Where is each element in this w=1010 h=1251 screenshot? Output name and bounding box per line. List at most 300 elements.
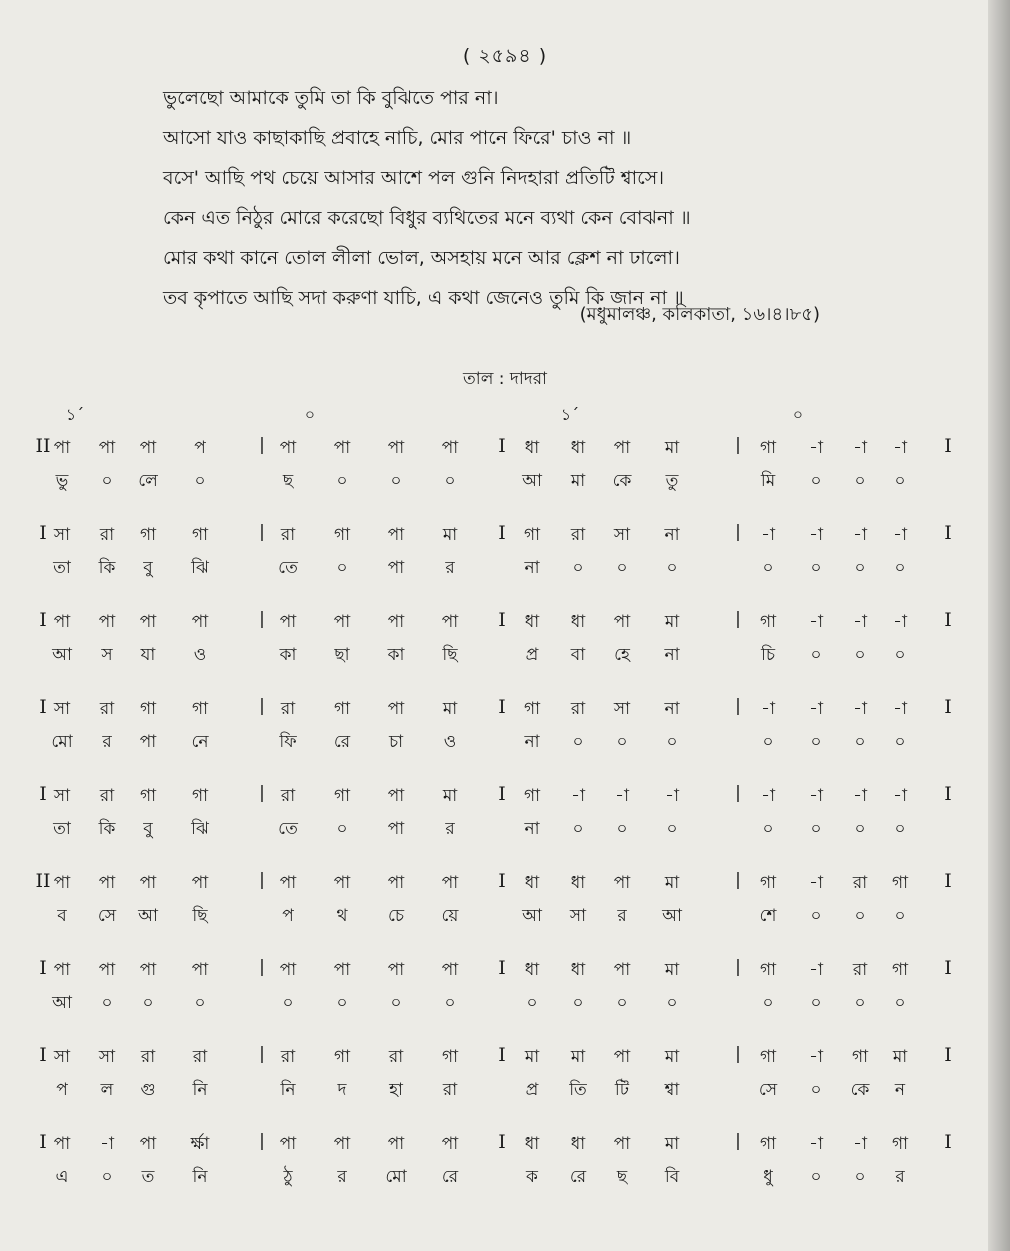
swara-note: গা [523, 786, 541, 806]
lyric-line: বসে' আছি পথ চেয়ে আসার আশে পল গুনি নিদহারা প্রতিটি শ্বাসে। [163, 167, 665, 189]
lyric-line: কেন এত নিঠুর মোরে করেছো বিধুর ব্যথিতের মনে ব্যথা কেন বোঝনা ॥ [163, 207, 691, 229]
lyric-syllable: ০ [810, 471, 822, 491]
swara-note: মা [664, 873, 680, 893]
lyric-syllable: না [524, 732, 540, 752]
lyric-syllable: ০ [444, 471, 456, 491]
lyric-syllable: র [445, 558, 455, 578]
swara-note: পা [613, 612, 631, 632]
lyric-syllable: ০ [894, 819, 906, 839]
lyric-syllable: ০ [142, 993, 154, 1013]
lyric-syllable: প [282, 906, 294, 926]
swara-note: -া [893, 786, 907, 806]
bar-line: I [498, 783, 506, 805]
lyric-syllable-line [0, 1164, 1010, 1198]
lyric-syllable: বা [570, 645, 586, 665]
lyric-syllable: চে [387, 906, 405, 926]
lyric-syllable: ০ [572, 558, 584, 578]
swara-note: ধা [524, 1134, 540, 1154]
swara-note: -া [853, 699, 867, 719]
swara-note: পা [387, 786, 405, 806]
swara-note: গা [333, 699, 351, 719]
bar-line: | [735, 783, 741, 803]
swara-note: -া [809, 873, 823, 893]
lyric-syllable: র [337, 1167, 347, 1187]
bar-line: | [259, 1131, 265, 1151]
swara-note: ধা [570, 612, 586, 632]
notation-table [0, 435, 1010, 1218]
notation-row [0, 435, 1010, 522]
lyric-syllable: থ [336, 906, 348, 926]
swara-note: -া [809, 525, 823, 545]
bar-line: | [259, 783, 265, 803]
lyric-syllable: ০ [894, 732, 906, 752]
lyric-syllable: ঝি [191, 558, 209, 578]
swara-note: ধা [524, 612, 540, 632]
bar-line: I [498, 957, 506, 979]
bar-line: | [735, 696, 741, 716]
lyric-syllable-line [0, 903, 1010, 937]
swara-note: রা [570, 699, 586, 719]
bar-line: | [735, 609, 741, 629]
lyric-syllable: যা [140, 645, 156, 665]
swara-note: গা [333, 786, 351, 806]
bar-line: | [259, 957, 265, 977]
swara-note: রা [280, 699, 296, 719]
beat-mark: ০ [304, 405, 316, 424]
lyric-syllable: ০ [894, 471, 906, 491]
bar-line: | [735, 435, 741, 455]
swara-note: -া [893, 612, 907, 632]
lyric-syllable: রে [441, 1167, 459, 1187]
swara-note: গা [891, 1134, 909, 1154]
swara-note: -া [761, 786, 775, 806]
swara-note: পা [191, 873, 209, 893]
lyric-syllable: নি [192, 1080, 208, 1100]
bar-line: I [498, 870, 506, 892]
lyric-syllable: ০ [854, 993, 866, 1013]
swara-note: সা [98, 1047, 116, 1067]
lyric-syllable: ল [100, 1080, 114, 1100]
lyric-syllable: ০ [854, 1167, 866, 1187]
lyric-syllable: আ [522, 906, 542, 926]
lyric-syllable: টি [614, 1080, 630, 1100]
bar-line: | [259, 870, 265, 890]
lyric-syllable: র [102, 732, 112, 752]
swara-note: ধা [570, 873, 586, 893]
lyric-syllable: ০ [101, 471, 113, 491]
swara-note: রা [99, 699, 115, 719]
lyric-syllable: তে [278, 558, 298, 578]
notation-row [0, 1131, 1010, 1218]
bar-line: | [259, 1044, 265, 1064]
swara-note: পা [613, 1134, 631, 1154]
notation-row [0, 609, 1010, 696]
attribution: (মধুমালঞ্চ, কলিকাতা, ১৬।৪।৮৫) [579, 304, 820, 325]
swara-note: পা [279, 873, 297, 893]
beat-mark: ১´ [560, 405, 580, 424]
swara-note: -া [853, 612, 867, 632]
swara-note: গা [759, 438, 777, 458]
lyric-syllable: ০ [894, 993, 906, 1013]
lyric-syllable: ভু [55, 471, 69, 491]
swara-note: পা [613, 960, 631, 980]
lyric-syllable: ০ [894, 645, 906, 665]
swara-note: পা [613, 1047, 631, 1067]
bar-line: | [735, 957, 741, 977]
swara-note: গা [139, 786, 157, 806]
lyric-syllable: ০ [854, 471, 866, 491]
swara-note: রা [852, 960, 868, 980]
swara-line [0, 870, 1010, 904]
swara-note: রা [280, 525, 296, 545]
swara-note: -া [893, 438, 907, 458]
swara-note: মা [442, 786, 458, 806]
lyric-syllable: ০ [854, 819, 866, 839]
swara-note: -া [809, 699, 823, 719]
swara-note: পা [613, 438, 631, 458]
bar-line: | [735, 1131, 741, 1151]
swara-note: পা [53, 612, 71, 632]
lyric-syllable: লে [138, 471, 158, 491]
swara-note: গা [523, 699, 541, 719]
bar-line-start: I [39, 522, 47, 544]
bar-line-start: I [39, 696, 47, 718]
bar-line: I [944, 696, 952, 718]
lyric-syllable: ০ [854, 906, 866, 926]
lyric-syllable: ০ [572, 819, 584, 839]
lyric-syllable: দ [337, 1080, 347, 1100]
swara-note: প [194, 438, 206, 458]
swara-note: পা [333, 960, 351, 980]
bar-line: I [498, 696, 506, 718]
swara-note: মা [664, 1047, 680, 1067]
swara-note: রা [852, 873, 868, 893]
swara-note: মা [524, 1047, 540, 1067]
swara-note: মা [442, 699, 458, 719]
lyric-syllable: ০ [810, 819, 822, 839]
bar-line: I [498, 435, 506, 457]
swara-note: -া [853, 525, 867, 545]
lyric-syllable: ০ [572, 993, 584, 1013]
swara-note: পা [53, 1134, 71, 1154]
bar-line: | [259, 435, 265, 455]
notation-row [0, 522, 1010, 609]
lyric-syllable: ০ [894, 906, 906, 926]
lyric-syllable: ছা [334, 645, 350, 665]
lyric-syllable: ০ [762, 993, 774, 1013]
lyric-syllable: আ [522, 471, 542, 491]
lyric-line: আসো যাও কাছাকাছি প্রবাহে নাচি, মোর পানে ফিরে' চাও না ॥ [163, 127, 632, 149]
lyric-syllable: ০ [616, 993, 628, 1013]
lyric-syllable: ০ [390, 993, 402, 1013]
swara-note: রা [140, 1047, 156, 1067]
lyric-syllable: হে [614, 645, 630, 665]
lyric-syllable: বি [664, 1167, 680, 1187]
lyric-syllable: হা [389, 1080, 403, 1100]
lyric-syllable: তে [278, 819, 298, 839]
notation-row [0, 696, 1010, 783]
swara-note: -া [665, 786, 679, 806]
bar-line: I [498, 522, 506, 544]
lyric-syllable: বু [143, 558, 153, 578]
lyric-syllable: ০ [762, 732, 774, 752]
lyric-syllable: র [895, 1167, 905, 1187]
lyric-syllable: কে [850, 1080, 870, 1100]
swara-note: -া [853, 438, 867, 458]
lyric-syllable: ০ [194, 471, 206, 491]
swara-note: পা [441, 438, 459, 458]
swara-note: গা [191, 525, 209, 545]
lyric-syllable: তা [53, 819, 71, 839]
swara-note: মা [664, 1134, 680, 1154]
bar-line-start: II [35, 870, 51, 892]
bar-line: I [944, 957, 952, 979]
bar-line-start: II [35, 435, 51, 457]
lyric-syllable-line [0, 816, 1010, 850]
swara-note: ধা [524, 873, 540, 893]
lyric-syllable: নি [280, 1080, 296, 1100]
swara-note: -া [571, 786, 585, 806]
swara-note: গা [891, 960, 909, 980]
lyric-syllable: ও [443, 732, 457, 752]
bar-line-start: I [39, 1044, 47, 1066]
swara-note: পা [98, 873, 116, 893]
lyric-syllable: ০ [336, 471, 348, 491]
lyric-syllable: রে [333, 732, 351, 752]
swara-line [0, 1044, 1010, 1078]
lyric-syllable: আ [52, 993, 72, 1013]
swara-note: পা [333, 438, 351, 458]
swara-note: গা [139, 525, 157, 545]
beat-marks [0, 402, 1010, 428]
lyric-syllable: ০ [444, 993, 456, 1013]
lyric-syllable: বু [143, 819, 153, 839]
lyric-syllable: রা [442, 1080, 458, 1100]
page-number: ( ২৫৯৪ ) [462, 45, 548, 67]
lyric-syllable: মো [51, 732, 73, 752]
lyric-syllable: পা [387, 558, 405, 578]
notation-row [0, 957, 1010, 1044]
swara-note: গা [333, 525, 351, 545]
notation-row [0, 783, 1010, 870]
swara-note: সা [613, 699, 631, 719]
lyric-syllable: ০ [336, 819, 348, 839]
swara-note: পা [387, 699, 405, 719]
swara-note: গা [333, 1047, 351, 1067]
lyric-line: ভুলেছো আমাকে তুমি তা কি বুঝিতে পার না। [163, 87, 499, 109]
lyric-syllable: ০ [336, 993, 348, 1013]
lyric-syllable: ও [193, 645, 207, 665]
swara-note: পা [139, 438, 157, 458]
swara-note: ধা [524, 438, 540, 458]
swara-note: পা [387, 438, 405, 458]
lyric-syllable-line [0, 729, 1010, 763]
bar-line: I [498, 1131, 506, 1153]
lyric-syllable: ০ [101, 993, 113, 1013]
swara-note: -া [761, 525, 775, 545]
swara-note: সা [53, 525, 71, 545]
swara-note: -া [809, 1047, 823, 1067]
swara-line [0, 957, 1010, 991]
swara-note: র্ক্ষা [190, 1134, 210, 1154]
swara-note: পা [387, 873, 405, 893]
swara-note: পা [279, 1134, 297, 1154]
swara-line [0, 609, 1010, 643]
swara-note: রা [280, 1047, 296, 1067]
lyric-syllable: ঠু [283, 1167, 293, 1187]
lyric-syllable: ০ [810, 645, 822, 665]
swara-note: -া [853, 1134, 867, 1154]
swara-note: পা [333, 873, 351, 893]
notation-row [0, 870, 1010, 957]
lyric-syllable: ছি [192, 906, 208, 926]
lyric-syllable: ব [57, 906, 67, 926]
bar-line: I [498, 609, 506, 631]
swara-note: পা [387, 960, 405, 980]
lyric-syllable: এ [55, 1167, 69, 1187]
swara-note: পা [441, 1134, 459, 1154]
bar-line: I [498, 1044, 506, 1066]
bar-line: | [735, 522, 741, 542]
lyric-syllable: ০ [810, 1167, 822, 1187]
lyric-syllable: নি [192, 1167, 208, 1187]
lyric-syllable: আ [52, 645, 72, 665]
bar-line-start: I [39, 609, 47, 631]
lyric-syllable: র [617, 906, 627, 926]
swara-note: পা [139, 1134, 157, 1154]
lyric-syllable: ০ [336, 558, 348, 578]
lyric-syllable: প [56, 1080, 68, 1100]
lyric-syllable: আ [662, 906, 682, 926]
bar-line: | [259, 696, 265, 716]
lyric-syllable: য়ে [441, 906, 459, 926]
swara-note: পা [387, 525, 405, 545]
lyric-syllable: ০ [616, 558, 628, 578]
swara-note: না [664, 525, 680, 545]
lyric-syllable: ০ [810, 1080, 822, 1100]
swara-note: -া [809, 786, 823, 806]
swara-note: মা [664, 612, 680, 632]
swara-note: পা [279, 612, 297, 632]
lyric-syllable: ত [141, 1167, 155, 1187]
swara-note: না [664, 699, 680, 719]
lyric-syllable: প্র [525, 645, 539, 665]
lyric-syllable: কি [98, 558, 116, 578]
swara-note: গা [759, 1134, 777, 1154]
lyric-syllable: আ [138, 906, 158, 926]
lyric-line: তব কৃপাতে আছি সদা করুণা যাচি, এ কথা জেনেও তুমি কি জান না ॥ [163, 287, 684, 309]
swara-note: পা [441, 873, 459, 893]
swara-note: পা [139, 960, 157, 980]
lyric-syllable: রে [569, 1167, 587, 1187]
swara-note: ধা [524, 960, 540, 980]
swara-note: গা [759, 612, 777, 632]
lyric-syllable: সা [569, 906, 587, 926]
bar-line-start: I [39, 957, 47, 979]
bar-line: | [735, 1044, 741, 1064]
lyric-syllable: ০ [854, 645, 866, 665]
lyric-syllable: স [101, 645, 113, 665]
lyric-syllable: ছ [616, 1167, 628, 1187]
lyric-syllable: ০ [810, 732, 822, 752]
lyric-syllable: কে [612, 471, 632, 491]
lyric-syllable: ন [894, 1080, 906, 1100]
lyric-syllable: ০ [526, 993, 538, 1013]
bar-line: I [944, 870, 952, 892]
swara-note: রা [192, 1047, 208, 1067]
lyric-syllable: পা [139, 732, 157, 752]
lyric-syllable: ০ [810, 906, 822, 926]
swara-note: রা [99, 786, 115, 806]
lyric-syllable: র [445, 819, 455, 839]
swara-note: -া [615, 786, 629, 806]
lyric-syllable-line [0, 642, 1010, 676]
lyric-syllable: পা [387, 819, 405, 839]
lyric-syllable: শে [759, 906, 777, 926]
bar-line-start: I [39, 783, 47, 805]
swara-note: -া [809, 960, 823, 980]
lyrics-block [163, 78, 863, 318]
lyric-syllable: ০ [810, 558, 822, 578]
swara-note: সা [53, 1047, 71, 1067]
lyric-syllable: ০ [854, 558, 866, 578]
bar-line: I [944, 783, 952, 805]
swara-note: -া [893, 699, 907, 719]
swara-line [0, 783, 1010, 817]
bar-line: | [259, 522, 265, 542]
swara-note: পা [139, 873, 157, 893]
swara-note: পা [441, 960, 459, 980]
swara-note: মা [664, 960, 680, 980]
bar-line: | [259, 609, 265, 629]
bar-line: I [944, 1044, 952, 1066]
lyric-syllable: মো [385, 1167, 407, 1187]
notation-row [0, 1044, 1010, 1131]
lyric-syllable: না [524, 558, 540, 578]
swara-note: পা [613, 873, 631, 893]
lyric-syllable: তু [665, 471, 679, 491]
swara-note: রা [388, 1047, 404, 1067]
swara-note: -া [809, 1134, 823, 1154]
swara-line [0, 435, 1010, 469]
lyric-syllable: ছ [282, 471, 294, 491]
swara-note: মা [892, 1047, 908, 1067]
lyric-syllable: চা [388, 732, 404, 752]
swara-note: সা [53, 699, 71, 719]
lyric-syllable: কি [98, 819, 116, 839]
swara-note: পা [53, 960, 71, 980]
swara-note: পা [191, 960, 209, 980]
lyric-syllable: ০ [666, 993, 678, 1013]
swara-note: সা [613, 525, 631, 545]
lyric-syllable: তা [53, 558, 71, 578]
swara-note: গা [851, 1047, 869, 1067]
swara-line [0, 1131, 1010, 1165]
swara-note: গা [191, 699, 209, 719]
lyric-syllable: মি [760, 471, 776, 491]
lyric-syllable: ০ [616, 732, 628, 752]
swara-note: পা [98, 960, 116, 980]
swara-note: -া [893, 525, 907, 545]
swara-note: গা [759, 873, 777, 893]
bar-line: I [944, 1131, 952, 1153]
lyric-syllable: ০ [762, 558, 774, 578]
lyric-syllable: ০ [666, 732, 678, 752]
swara-note: মা [570, 1047, 586, 1067]
lyric-syllable-line [0, 1077, 1010, 1111]
lyric-syllable: মা [570, 471, 586, 491]
lyric-syllable: ০ [854, 732, 866, 752]
